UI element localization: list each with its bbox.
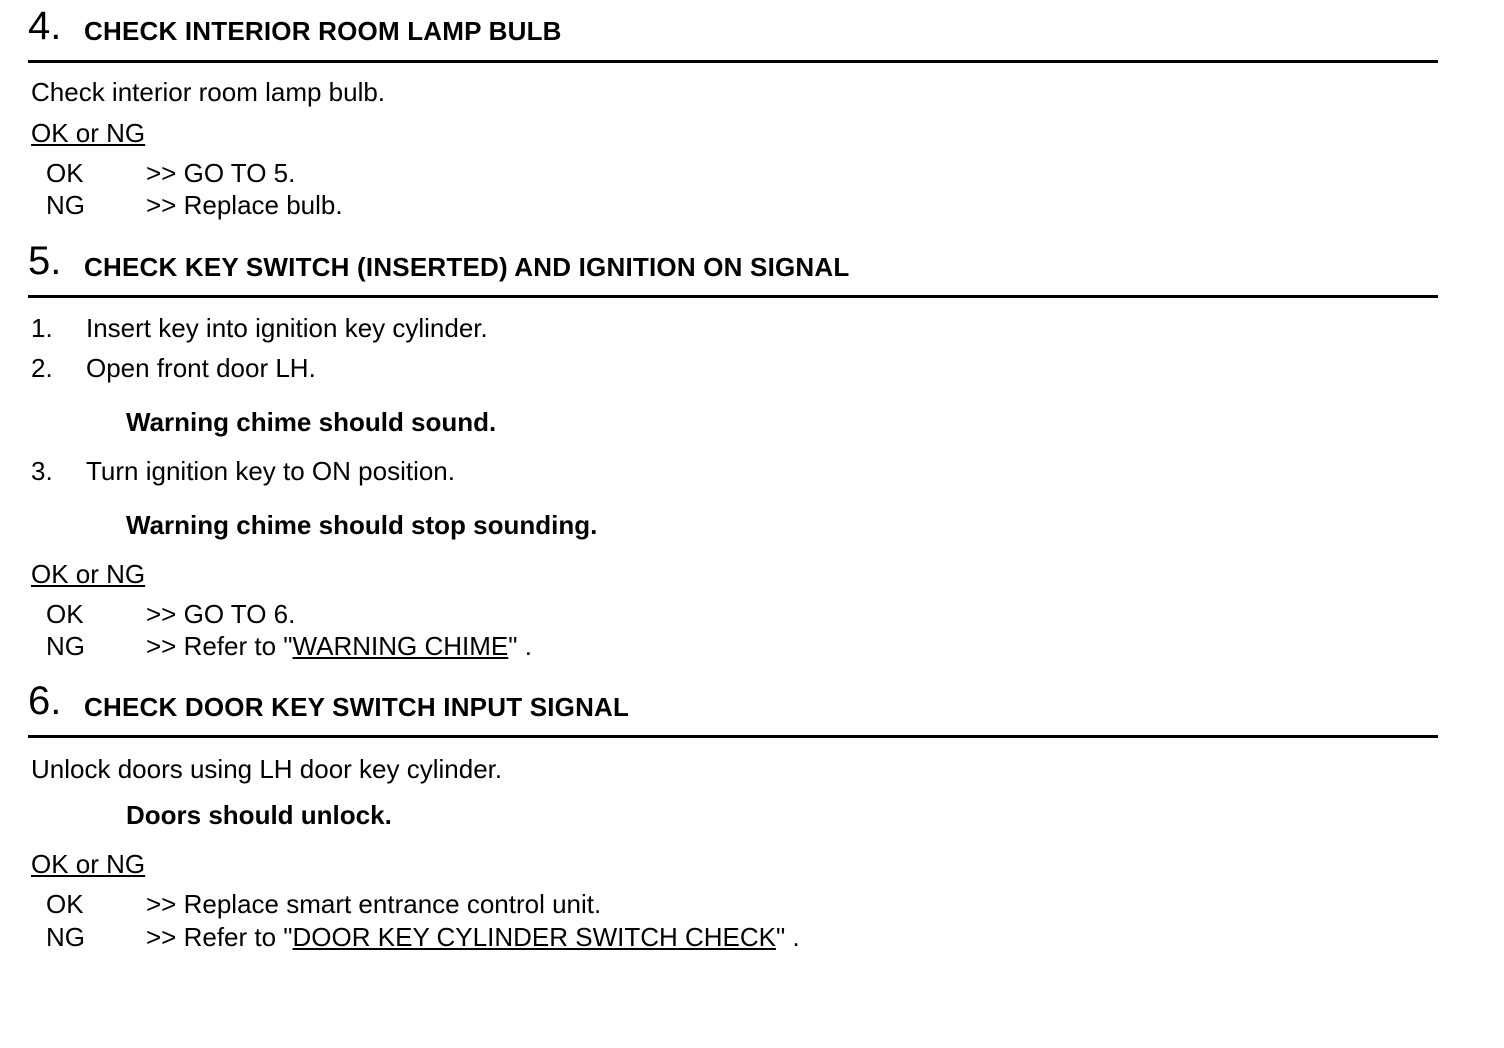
step-number: 5. [28, 239, 62, 283]
step-header [28, 0, 1438, 63]
result-action-ok: >> GO TO 6. [146, 599, 296, 629]
result-label-ng: NG [46, 922, 85, 952]
ok-ng-label: OK or NG [31, 559, 146, 589]
warning-chime-link[interactable]: WARNING CHIME [292, 631, 509, 661]
step-title: CHECK DOOR KEY SWITCH INPUT SIGNAL [84, 692, 630, 722]
instruction-text: Check interior room lamp bulb. [31, 77, 386, 107]
step-number: 6. [28, 679, 62, 723]
refer-prefix: >> Refer to " [146, 631, 293, 661]
refer-prefix: >> Refer to " [146, 922, 293, 952]
list-item-text: Insert key into ignition key cylinder. [86, 313, 488, 343]
list-item-text: Turn ignition key to ON position. [86, 456, 455, 486]
step-4 [28, 0, 1438, 63]
list-item-text: Open front door LH. [86, 353, 316, 383]
result-action-ok: >> Replace smart entrance control unit. [146, 889, 602, 919]
expected-result-note: Warning chime should sound. [126, 407, 497, 437]
result-label-ok: OK [46, 158, 84, 188]
expected-result-note: Warning chime should stop sounding. [126, 510, 598, 540]
result-action-ng [146, 631, 532, 661]
refer-suffix: " . [776, 922, 800, 952]
step-6 [28, 676, 1438, 738]
result-action-ng: >> Replace bulb. [146, 190, 343, 220]
list-item-number: 3. [31, 456, 53, 486]
ok-ng-label: OK or NG [31, 118, 146, 148]
list-item-number: 1. [31, 313, 53, 343]
refer-suffix: " . [508, 631, 532, 661]
instruction-text: Unlock doors using LH door key cylinder. [31, 754, 503, 784]
result-label-ng: NG [46, 190, 85, 220]
list-item-number: 2. [31, 353, 53, 383]
result-action-ng [146, 922, 800, 952]
expected-result-note: Doors should unlock. [126, 800, 392, 830]
ok-ng-label: OK or NG [31, 849, 146, 879]
result-action-ok: >> GO TO 5. [146, 158, 296, 188]
step-header [28, 676, 1438, 738]
result-label-ng: NG [46, 631, 85, 661]
door-key-cylinder-switch-check-link[interactable]: DOOR KEY CYLINDER SWITCH CHECK [292, 922, 777, 952]
step-header [28, 236, 1438, 298]
step-title: CHECK INTERIOR ROOM LAMP BULB [84, 16, 562, 46]
step-5 [28, 236, 1438, 298]
result-label-ok: OK [46, 889, 84, 919]
result-label-ok: OK [46, 599, 84, 629]
step-title: CHECK KEY SWITCH (INSERTED) AND IGNITION ON SIGNAL [84, 252, 850, 282]
step-number: 4. [28, 4, 62, 48]
